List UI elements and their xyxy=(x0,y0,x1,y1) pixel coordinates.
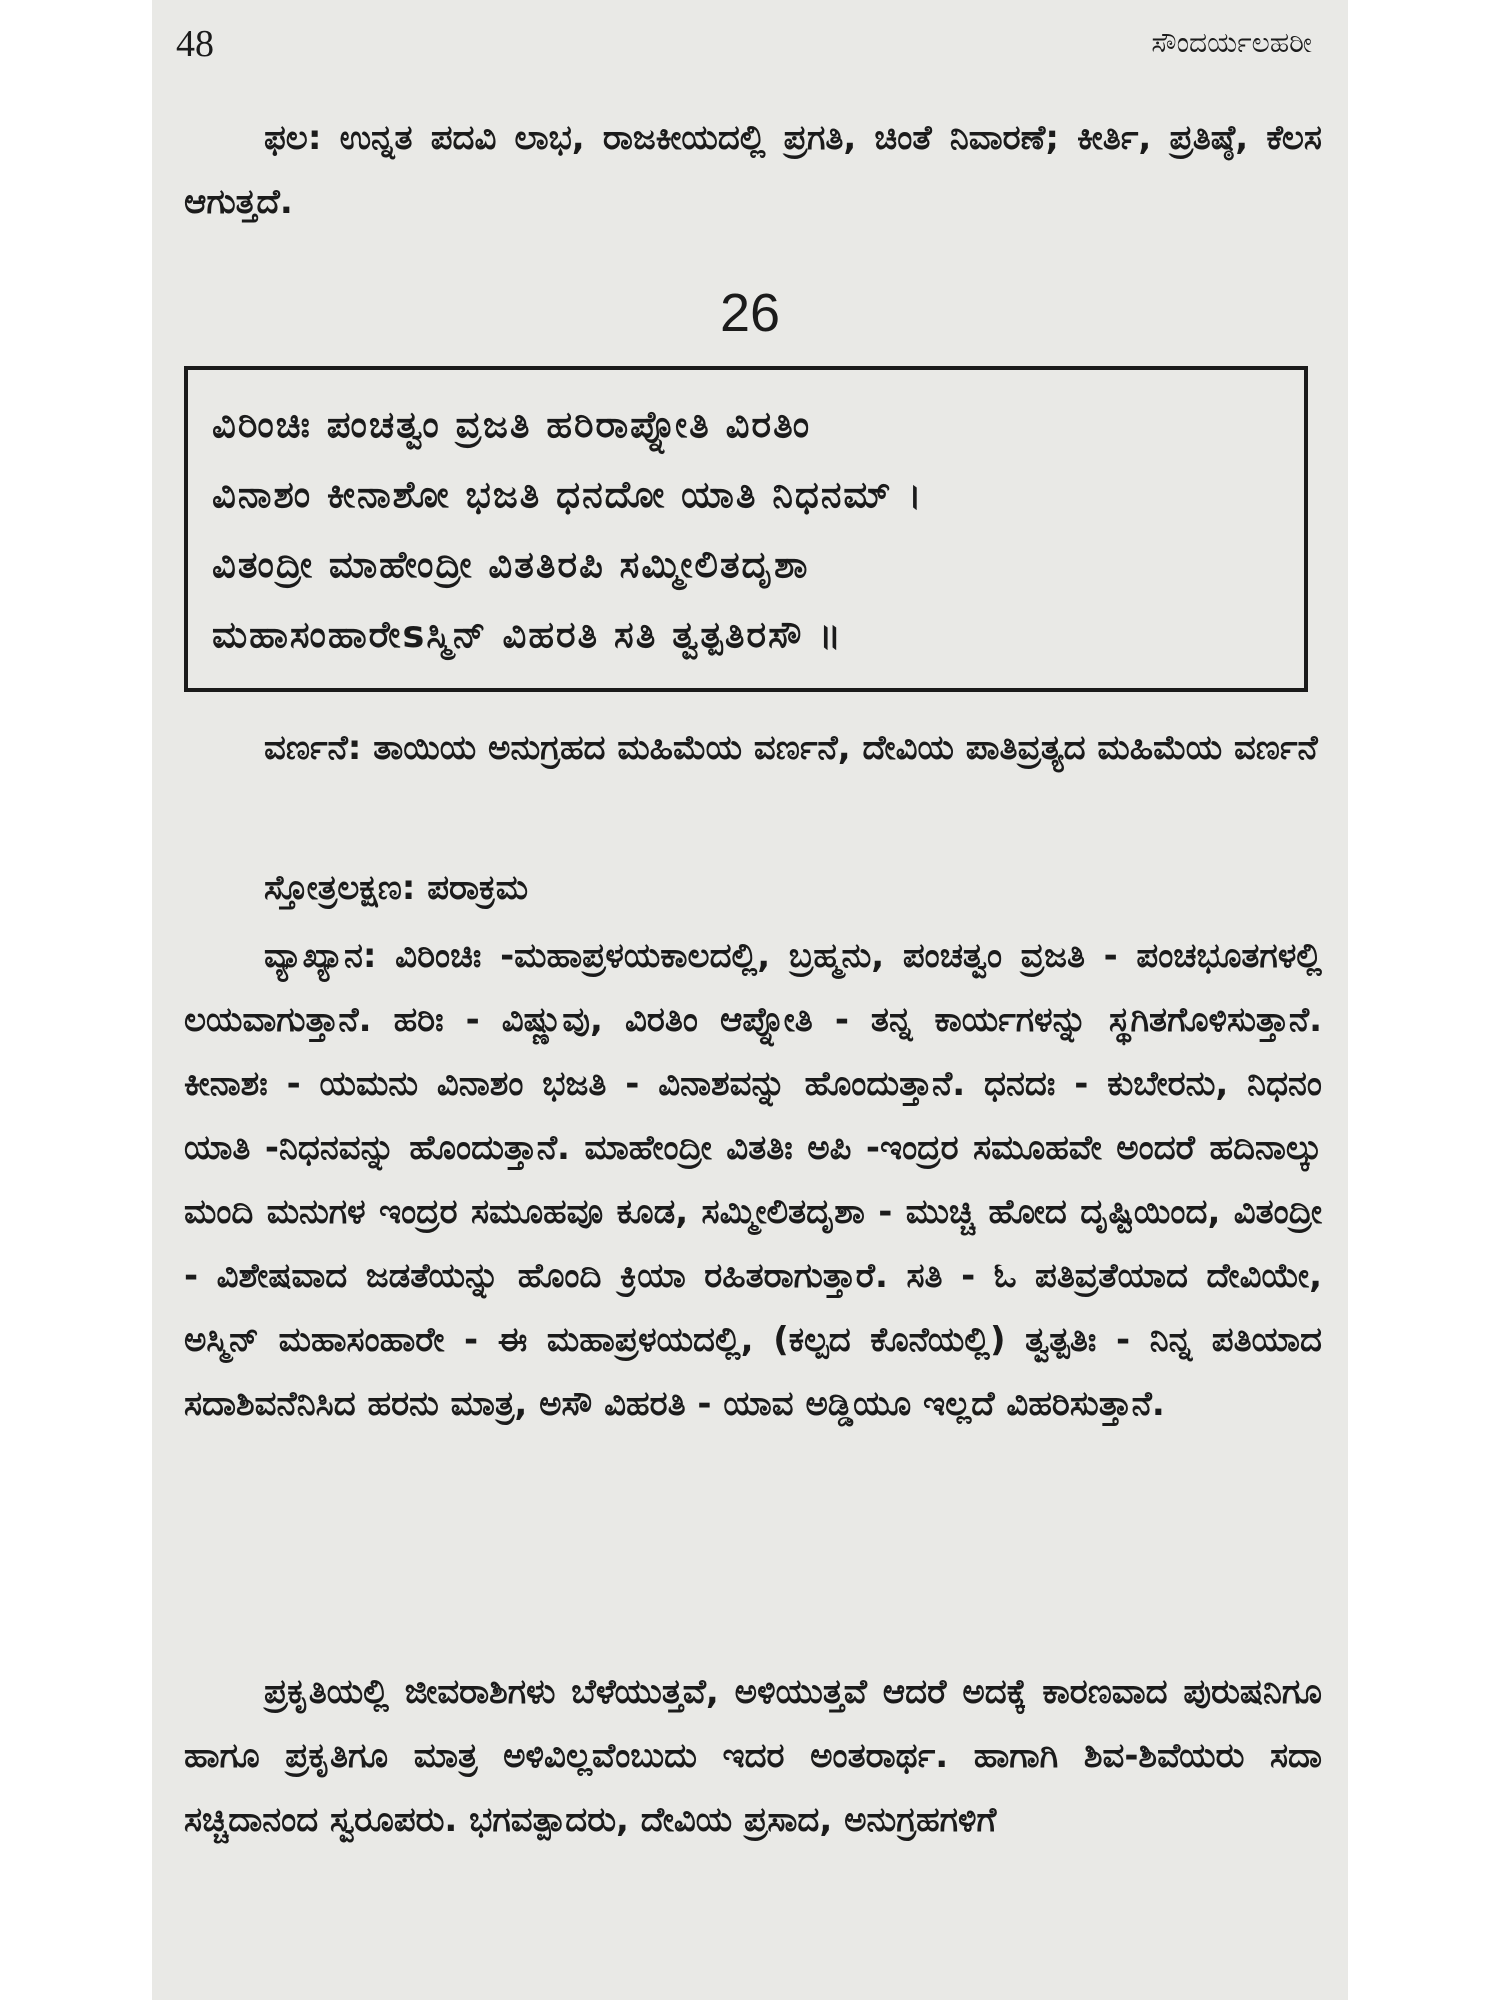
verse-line: ವಿನಾಶಂ ಕೀನಾಶೋ ಭಜತಿ ಧನದೋ ಯಾತಿ ನಿಧನಮ್ । xyxy=(212,473,924,516)
vyakhyana-paragraph: ವ್ಯಾಖ್ಯಾನ: ವಿರಿಂಚಿಃ -ಮಹಾಪ್ರಳಯಕಾಲದಲ್ಲಿ, ಬ್ರಹ್ಮನು, ಪಂಚತ್ವಂ ವ್ರಜತಿ - ಪಂಚಭೂತಗಳಲ್ಲಿ ಲಯವಾಗುತ್ತಾನೆ. ಹರಿಃ - ವಿಷ್ಣುವು, ವಿರತಿಂ ಆಪ್ನೋತಿ - ತನ್ನ ಕಾರ್ಯಗಳನ್ನು ಸ್ಥಗಿತಗೊಳಿಸುತ್ತಾನೆ. ಕೀನಾಶಃ - ಯಮನು ವಿನಾಶಂ ಭಜತಿ - ವಿನಾಶವನ್ನು ಹೊಂದುತ್ತಾನೆ. ಧನದಃ - ಕುಬೇರನು, ನಿಧನಂ ಯಾತಿ -ನಿಧನವನ್ನು ಹೊಂದುತ್ತಾನೆ. ಮಾಹೇಂದ್ರೀ ವಿತತಿಃ ಅಪಿ -ಇಂದ್ರರ ಸಮೂಹವೇ ಅಂದರೆ ಹದಿನಾಲ್ಕು ಮಂದಿ ಮನುಗಳ ಇಂದ್ರರ ಸಮೂಹವೂ ಕೂಡ, ಸಮ್ಮೀಲಿತದೃಶಾ - ಮುಚ್ಚಿ ಹೋದ ದೃಷ್ಟಿಯಿಂದ, ವಿತಂದ್ರೀ - ವಿಶೇಷವಾದ ಜಡತೆಯನ್ನು ಹೊಂದಿ ಕ್ರಿಯಾ ರಹಿತರಾಗುತ್ತಾರೆ. ಸತಿ - ಓ ಪತಿವ್ರತೆಯಾದ ದೇವಿಯೇ, ಅಸ್ಮಿನ್ ಮಹಾಸಂಹಾರೇ - ಈ ಮಹಾಪ್ರಳಯದಲ್ಲಿ, (ಕಲ್ಪದ ಕೊನೆಯಲ್ಲಿ) ತ್ವತ್ಪತಿಃ - ನಿನ್ನ ಪತಿಯಾದ ಸದಾಶಿವನೆನಿಸಿದ ಹರನು ಮಾತ್ರ, ಅಸೌ ವಿಹರತಿ - ಯಾವ ಅಡ್ಡಿಯೂ ಇಲ್ಲದೆ ವಿಹರಿಸುತ್ತಾನೆ. xyxy=(184,936,1322,1424)
page-number: 48 xyxy=(176,23,214,65)
stotra-lakshana-paragraph: ಸ್ತೋತ್ರಲಕ್ಷಣ: ಪರಾಕ್ರಮ xyxy=(264,868,529,908)
verse-line: ಮಹಾಸಂಹಾರೇsಸ್ಮಿನ್ ವಿಹರತಿ ಸತಿ ತ್ವತ್ಪತಿರಸೌ ॥ xyxy=(212,613,843,656)
verse-line: ವಿರಿಂಚಿಃ ಪಂಚತ್ವಂ ವ್ರಜತಿ ಹರಿರಾಪ್ನೋತಿ ವಿರತಿಂ xyxy=(212,403,812,446)
verse-box xyxy=(184,366,1308,692)
running-header xyxy=(176,22,1312,72)
book-page xyxy=(152,0,1348,2000)
closing-paragraph: ಪ್ರಕೃತಿಯಲ್ಲಿ ಜೀವರಾಶಿಗಳು ಬೆಳೆಯುತ್ತವೆ, ಅಳಿಯುತ್ತವೆ ಆದರೆ ಅದಕ್ಕೆ ಕಾರಣವಾದ ಪುರುಷನಿಗೂ ಹಾಗೂ ಪ್ರಕೃತಿಗೂ ಮಾತ್ರ ಅಳಿವಿಲ್ಲವೆಂಬುದು ಇದರ ಅಂತರಾರ್ಥ. ಹಾಗಾಗಿ ಶಿವ-ಶಿವೆಯರು ಸದಾ ಸಚ್ಚಿದಾನಂದ ಸ್ವರೂಪರು. ಭಗವತ್ಪಾದರು, ದೇವಿಯ ಪ್ರಸಾದ, ಅನುಗ್ರಹಗಳಿಗೆ xyxy=(184,1672,1322,1840)
verse-line: ವಿತಂದ್ರೀ ಮಾಹೇಂದ್ರೀ ವಿತತಿರಪಿ ಸಮ್ಮೀಲಿತದೃಶಾ xyxy=(212,543,810,586)
book-title: ಸೌಂದರ್ಯಲಹರೀ xyxy=(1151,26,1312,59)
verse-number: 26 xyxy=(719,283,781,343)
phala-paragraph: ಫಲ: ಉನ್ನತ ಪದವಿ ಲಾಭ, ರಾಜಕೀಯದಲ್ಲಿ ಪ್ರಗತಿ, ಚಿಂತೆ ನಿವಾರಣೆ; ಕೀರ್ತಿ, ಪ್ರತಿಷ್ಠೆ, ಕೆಲಸ ಆಗುತ್ತದೆ. xyxy=(184,118,1322,222)
varnane-paragraph: ವರ್ಣನೆ: ತಾಯಿಯ ಅನುಗ್ರಹದ ಮಹಿಮೆಯ ವರ್ಣನೆ, ದೇವಿಯ ಪಾತಿವ್ರತ್ಯದ ಮಹಿಮೆಯ ವರ್ಣನೆ xyxy=(264,728,1318,768)
